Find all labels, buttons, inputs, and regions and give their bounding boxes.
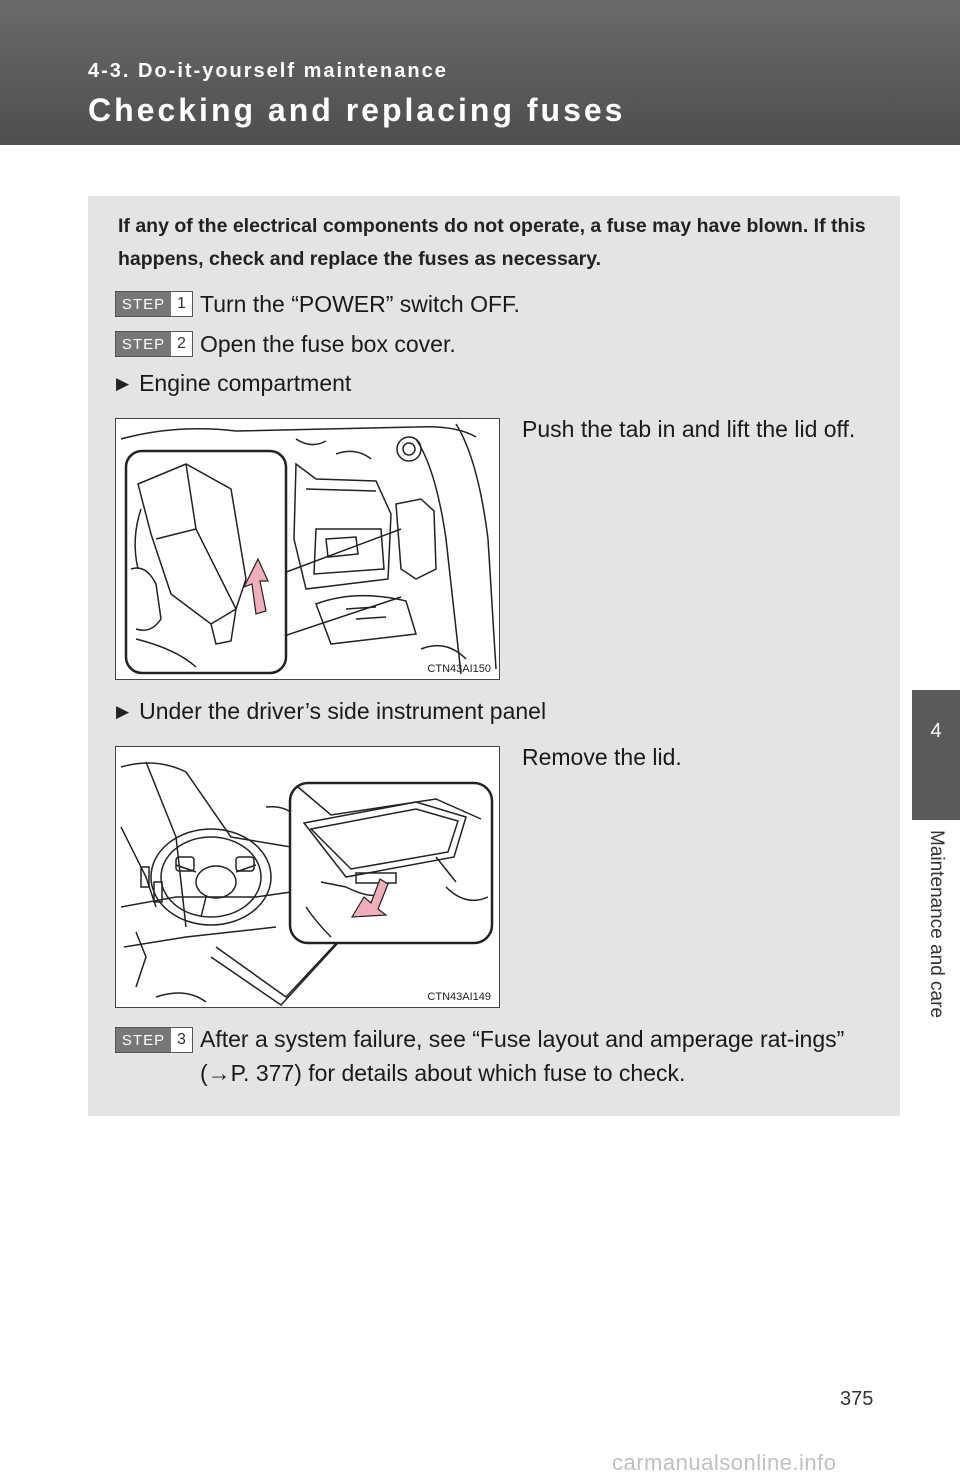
step-badge-2 xyxy=(115,331,193,357)
step-badge-word: STEP xyxy=(116,1028,171,1052)
instrument-panel-figure xyxy=(115,746,500,1008)
location-engine-compartment xyxy=(116,370,351,397)
step-badge-number: 2 xyxy=(171,332,192,356)
engine-fuse-box-illustration xyxy=(116,419,500,680)
page-header xyxy=(0,0,960,145)
triangle-bullet-icon: ▶ xyxy=(116,701,130,721)
figure-code: CTN43AI149 xyxy=(427,991,491,1003)
instrument-panel-illustration xyxy=(116,747,500,1008)
chapter-number: 4 xyxy=(930,720,942,742)
step-3-text: After a system failure, see “Fuse layout and amperage rat-ings” (→P. 377) for details about which fuse to check. xyxy=(200,1026,845,1086)
location-title: Engine compartment xyxy=(139,370,352,396)
step-badge-3 xyxy=(115,1027,193,1053)
chapter-title xyxy=(912,820,960,1060)
triangle-bullet-icon: ▶ xyxy=(116,373,130,393)
step-1-text: Turn the “POWER” switch OFF. xyxy=(200,291,520,317)
location-instrument-description: Remove the lid. xyxy=(522,744,682,770)
step-badge-1 xyxy=(115,291,193,317)
intro-text: If any of the electrical components do not operate, a fuse may have blown. If this happens, check and replace the fuses as necessary. xyxy=(118,215,866,270)
step-badge-number: 3 xyxy=(171,1028,192,1052)
location-engine-description: Push the tab in and lift the lid off. xyxy=(522,416,856,442)
step-badge-number: 1 xyxy=(171,292,192,316)
chapter-title-text: Maintenance and care xyxy=(926,830,947,1019)
page-number: 375 xyxy=(840,1388,874,1410)
step-badge-word: STEP xyxy=(116,292,171,316)
section-label: 4-3. Do-it-yourself maintenance xyxy=(88,60,448,82)
location-instrument-panel xyxy=(116,698,546,725)
page-title: Checking and replacing fuses xyxy=(88,92,626,128)
watermark: carmanualsonline.info xyxy=(612,1450,837,1475)
step-2-text: Open the fuse box cover. xyxy=(200,331,456,357)
step-badge-word: STEP xyxy=(116,332,171,356)
figure-code: CTN43AI150 xyxy=(427,663,491,675)
location-title: Under the driver’s side instrument panel xyxy=(139,698,547,724)
chapter-tab[interactable] xyxy=(912,690,960,820)
engine-compartment-figure xyxy=(115,418,500,680)
